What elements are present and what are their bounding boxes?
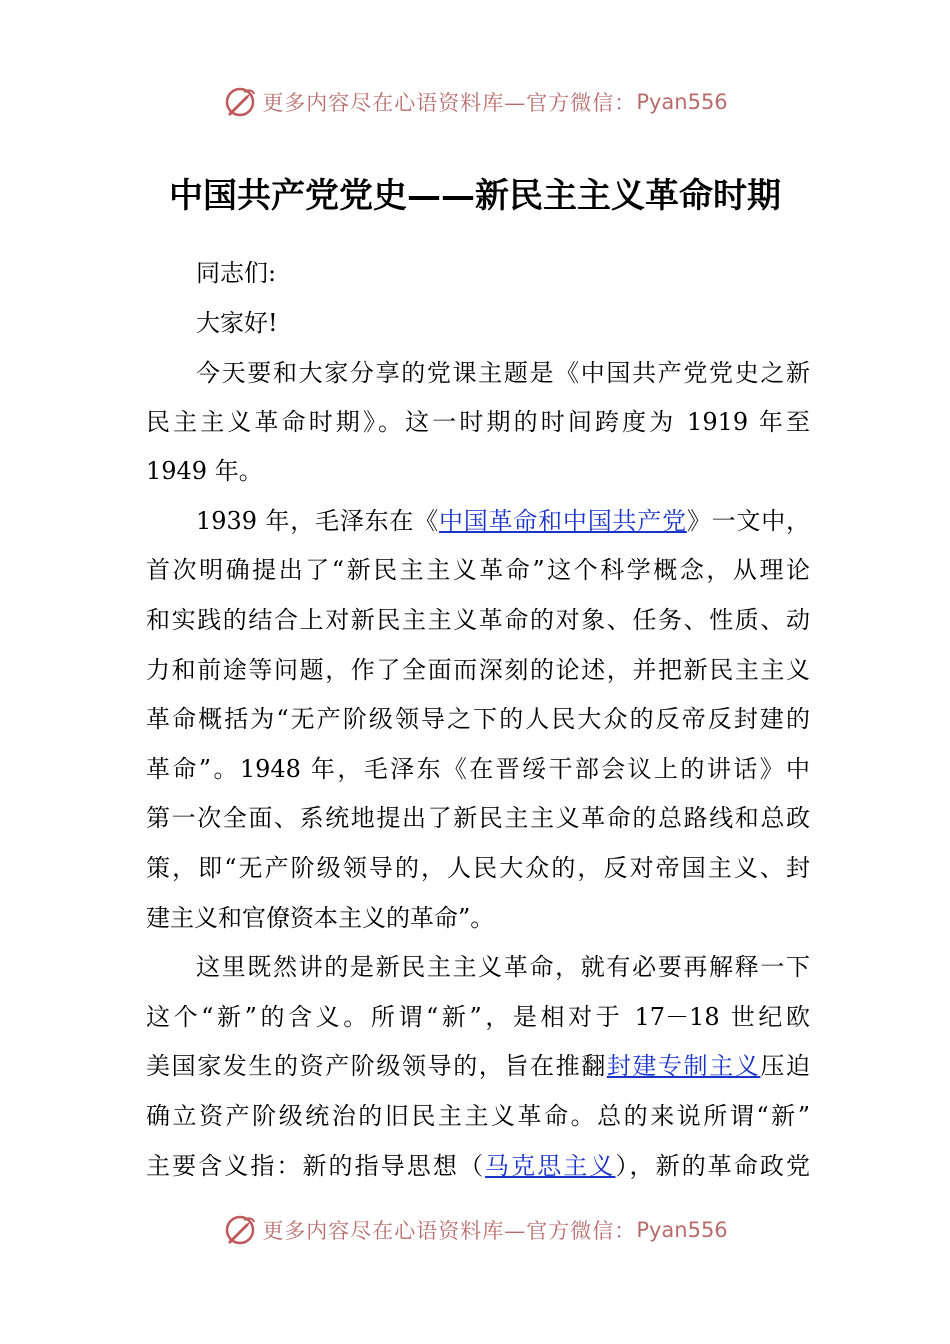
paragraph-line: 策，即“无产阶级领导的，人民大众的，反对帝国主义、封	[146, 854, 810, 882]
text-segment: ），新的革命政党	[615, 1152, 811, 1180]
paragraph-line: 革命概括为“无产阶级领导之下的人民大众的反帝反封建的	[146, 705, 810, 733]
footer-banner	[0, 1210, 950, 1250]
link-zhongguo-geming[interactable]: 中国革命和中国共产党	[439, 507, 687, 535]
paragraph-line: 力和前途等问题，作了全面而深刻的论述，并把新民主主义	[146, 656, 810, 684]
text-segment: 1939 年，毛泽东在《	[196, 507, 439, 535]
paragraph-line: 这个“新”的含义。所谓“新”，是相对于 17－18 世纪欧	[146, 1003, 810, 1031]
paragraph-line	[146, 1148, 810, 1184]
header-banner	[0, 82, 950, 122]
paragraph-line: 今天要和大家分享的党课主题是《中国共产党党史之新	[196, 359, 810, 387]
text-segment: 压迫	[760, 1052, 811, 1080]
paragraph-line: 1949 年。	[146, 457, 263, 485]
pen-logo-icon	[222, 84, 258, 120]
paragraph-line: 建主义和官僚资本主义的革命”。	[146, 904, 495, 932]
document-title: 中国共产党党史——新民主主义革命时期	[169, 176, 781, 216]
paragraph-line: 民主主义革命时期》。这一时期的时间跨度为 1919 年至	[146, 408, 810, 436]
pen-logo-icon	[222, 1212, 258, 1248]
paragraph-line: 这里既然讲的是新民主主义革命，就有必要再解释一下	[196, 953, 810, 981]
paragraph-line	[146, 1048, 810, 1084]
text-segment: 》一文中，	[686, 507, 811, 535]
banner-wechat-id: Pyan556	[636, 1218, 728, 1242]
paragraph-line: 革命”。1948 年，毛泽东《在晋绥干部会议上的讲话》中	[146, 755, 810, 783]
link-fengjian-zhuanzhi[interactable]: 封建专制主义	[606, 1052, 761, 1080]
paragraph-line	[196, 503, 810, 539]
paragraph-line: 首次明确提出了“新民主主义革命”这个科学概念，从理论	[146, 556, 810, 584]
paragraph-line: 第一次全面、系统地提出了新民主主义革命的总路线和总政	[146, 804, 810, 832]
greeting-line-1: 同志们:	[196, 259, 277, 287]
banner-wechat-id: Pyan556	[636, 90, 728, 114]
text-segment: 美国家发生的资产阶级领导的，旨在推翻	[146, 1052, 607, 1080]
link-makesi-zhuyi[interactable]: 马克思主义	[485, 1152, 616, 1180]
banner-text: 更多内容尽在心语资料库—官方微信：	[262, 1219, 637, 1243]
text-segment: 主要含义指：新的指导思想（	[146, 1152, 486, 1180]
paragraph-line: 确立资产阶级统治的旧民主主义革命。总的来说所谓“新”	[146, 1102, 810, 1130]
greeting-line-2: 大家好!	[196, 309, 278, 337]
paragraph-line: 和实践的结合上对新民主主义革命的对象、任务、性质、动	[146, 606, 810, 634]
banner-text: 更多内容尽在心语资料库—官方微信：	[262, 91, 637, 115]
